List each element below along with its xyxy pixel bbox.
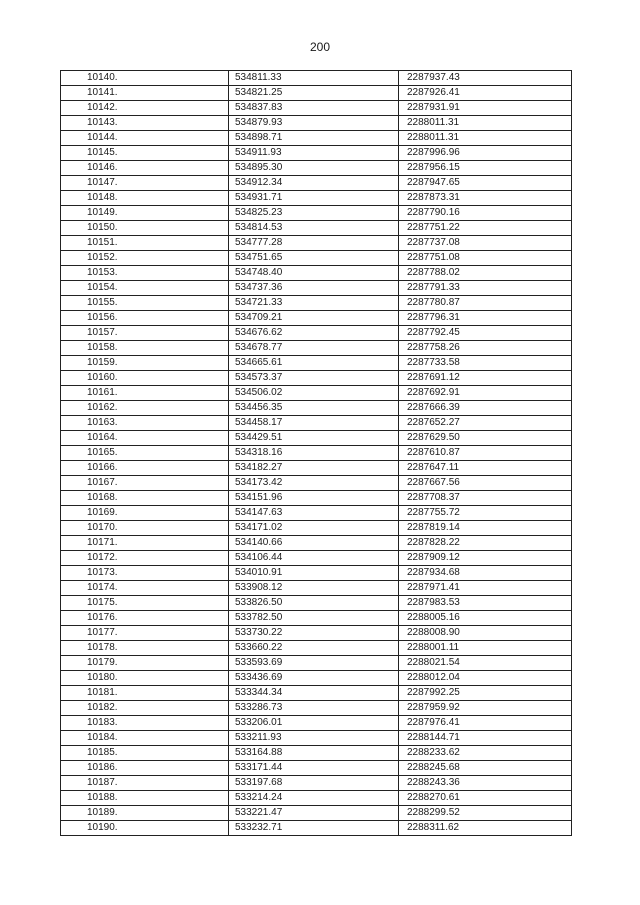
table-row <box>61 731 572 746</box>
table-row <box>61 791 572 806</box>
x-coordinate-cell: 533730.22 <box>229 626 399 641</box>
y-coordinate-cell: 2287931.91 <box>399 101 572 116</box>
point-id-cell: 10186. <box>61 761 229 776</box>
table-row <box>61 446 572 461</box>
point-id-cell: 10155. <box>61 296 229 311</box>
y-coordinate-cell: 2287959.92 <box>399 701 572 716</box>
x-coordinate-cell: 534837.83 <box>229 101 399 116</box>
point-id-cell: 10179. <box>61 656 229 671</box>
table-row <box>61 206 572 221</box>
x-coordinate-cell: 534751.65 <box>229 251 399 266</box>
point-id-cell: 10173. <box>61 566 229 581</box>
table-row <box>61 191 572 206</box>
y-coordinate-cell: 2287983.53 <box>399 596 572 611</box>
page-number: 200 <box>309 40 331 54</box>
x-coordinate-cell: 534709.21 <box>229 311 399 326</box>
y-coordinate-cell: 2287708.37 <box>399 491 572 506</box>
x-coordinate-cell: 534895.30 <box>229 161 399 176</box>
x-coordinate-cell: 533164.88 <box>229 746 399 761</box>
y-coordinate-cell: 2288001.11 <box>399 641 572 656</box>
y-coordinate-cell: 2287796.31 <box>399 311 572 326</box>
table-row <box>61 431 572 446</box>
y-coordinate-cell: 2287873.31 <box>399 191 572 206</box>
table-row <box>61 656 572 671</box>
table-row <box>61 311 572 326</box>
table-row <box>61 101 572 116</box>
point-id-cell: 10148. <box>61 191 229 206</box>
y-coordinate-cell: 2288270.61 <box>399 791 572 806</box>
point-id-cell: 10187. <box>61 776 229 791</box>
x-coordinate-cell: 533344.34 <box>229 686 399 701</box>
table-row <box>61 116 572 131</box>
y-coordinate-cell: 2287788.02 <box>399 266 572 281</box>
x-coordinate-cell: 534912.34 <box>229 176 399 191</box>
table-row <box>61 131 572 146</box>
x-coordinate-cell: 534171.02 <box>229 521 399 536</box>
y-coordinate-cell: 2288144.71 <box>399 731 572 746</box>
table-row <box>61 521 572 536</box>
point-id-cell: 10174. <box>61 581 229 596</box>
y-coordinate-cell: 2287791.33 <box>399 281 572 296</box>
point-id-cell: 10162. <box>61 401 229 416</box>
table-row <box>61 326 572 341</box>
point-id-cell: 10175. <box>61 596 229 611</box>
table-row <box>61 491 572 506</box>
point-id-cell: 10150. <box>61 221 229 236</box>
x-coordinate-cell: 534721.33 <box>229 296 399 311</box>
x-coordinate-cell: 534678.77 <box>229 341 399 356</box>
point-id-cell: 10142. <box>61 101 229 116</box>
x-coordinate-cell: 533232.71 <box>229 821 399 836</box>
x-coordinate-cell: 533221.47 <box>229 806 399 821</box>
table-row <box>61 701 572 716</box>
y-coordinate-cell: 2287909.12 <box>399 551 572 566</box>
table-row <box>61 686 572 701</box>
x-coordinate-cell: 534456.35 <box>229 401 399 416</box>
point-id-cell: 10154. <box>61 281 229 296</box>
point-id-cell: 10165. <box>61 446 229 461</box>
table-row <box>61 536 572 551</box>
point-id-cell: 10178. <box>61 641 229 656</box>
x-coordinate-cell: 534898.71 <box>229 131 399 146</box>
table-row <box>61 356 572 371</box>
x-coordinate-cell: 533206.01 <box>229 716 399 731</box>
point-id-cell: 10168. <box>61 491 229 506</box>
x-coordinate-cell: 534140.66 <box>229 536 399 551</box>
table-row <box>61 416 572 431</box>
x-coordinate-cell: 534748.40 <box>229 266 399 281</box>
x-coordinate-cell: 534777.28 <box>229 236 399 251</box>
point-id-cell: 10189. <box>61 806 229 821</box>
table-row <box>61 71 572 86</box>
table-row <box>61 776 572 791</box>
point-id-cell: 10167. <box>61 476 229 491</box>
point-id-cell: 10182. <box>61 701 229 716</box>
y-coordinate-cell: 2288311.62 <box>399 821 572 836</box>
x-coordinate-cell: 534737.36 <box>229 281 399 296</box>
point-id-cell: 10147. <box>61 176 229 191</box>
point-id-cell: 10170. <box>61 521 229 536</box>
x-coordinate-cell: 534182.27 <box>229 461 399 476</box>
point-id-cell: 10157. <box>61 326 229 341</box>
x-coordinate-cell: 533593.69 <box>229 656 399 671</box>
table-row <box>61 641 572 656</box>
table-row <box>61 611 572 626</box>
table-row <box>61 506 572 521</box>
y-coordinate-cell: 2288243.36 <box>399 776 572 791</box>
point-id-cell: 10164. <box>61 431 229 446</box>
table-row <box>61 281 572 296</box>
table-row <box>61 401 572 416</box>
point-id-cell: 10177. <box>61 626 229 641</box>
table-row <box>61 461 572 476</box>
point-id-cell: 10159. <box>61 356 229 371</box>
y-coordinate-cell: 2288011.31 <box>399 131 572 146</box>
y-coordinate-cell: 2287691.12 <box>399 371 572 386</box>
x-coordinate-cell: 534665.61 <box>229 356 399 371</box>
y-coordinate-cell: 2288005.16 <box>399 611 572 626</box>
x-coordinate-cell: 534429.51 <box>229 431 399 446</box>
point-id-cell: 10190. <box>61 821 229 836</box>
x-coordinate-cell: 534814.53 <box>229 221 399 236</box>
x-coordinate-cell: 533660.22 <box>229 641 399 656</box>
x-coordinate-cell: 533826.50 <box>229 596 399 611</box>
point-id-cell: 10181. <box>61 686 229 701</box>
table-row <box>61 476 572 491</box>
table-row <box>61 581 572 596</box>
x-coordinate-cell: 533211.93 <box>229 731 399 746</box>
point-id-cell: 10188. <box>61 791 229 806</box>
point-id-cell: 10163. <box>61 416 229 431</box>
y-coordinate-cell: 2287733.58 <box>399 356 572 371</box>
x-coordinate-cell: 533197.68 <box>229 776 399 791</box>
point-id-cell: 10140. <box>61 71 229 86</box>
x-coordinate-cell: 533214.24 <box>229 791 399 806</box>
point-id-cell: 10169. <box>61 506 229 521</box>
y-coordinate-cell: 2287780.87 <box>399 296 572 311</box>
x-coordinate-cell: 534811.33 <box>229 71 399 86</box>
x-coordinate-cell: 534318.16 <box>229 446 399 461</box>
y-coordinate-cell: 2287971.41 <box>399 581 572 596</box>
y-coordinate-cell: 2287652.27 <box>399 416 572 431</box>
y-coordinate-cell: 2287647.11 <box>399 461 572 476</box>
y-coordinate-cell: 2287956.15 <box>399 161 572 176</box>
y-coordinate-cell: 2288021.54 <box>399 656 572 671</box>
table-row <box>61 596 572 611</box>
table-row <box>61 746 572 761</box>
y-coordinate-cell: 2287758.26 <box>399 341 572 356</box>
x-coordinate-cell: 533171.44 <box>229 761 399 776</box>
x-coordinate-cell: 534147.63 <box>229 506 399 521</box>
y-coordinate-cell: 2287751.22 <box>399 221 572 236</box>
table-row <box>61 761 572 776</box>
point-id-cell: 10171. <box>61 536 229 551</box>
y-coordinate-cell: 2287828.22 <box>399 536 572 551</box>
table-row <box>61 296 572 311</box>
table-row <box>61 371 572 386</box>
y-coordinate-cell: 2287947.65 <box>399 176 572 191</box>
x-coordinate-cell: 534458.17 <box>229 416 399 431</box>
y-coordinate-cell: 2287790.16 <box>399 206 572 221</box>
point-id-cell: 10145. <box>61 146 229 161</box>
y-coordinate-cell: 2288011.31 <box>399 116 572 131</box>
point-id-cell: 10156. <box>61 311 229 326</box>
y-coordinate-cell: 2288299.52 <box>399 806 572 821</box>
table-row <box>61 251 572 266</box>
y-coordinate-cell: 2288008.90 <box>399 626 572 641</box>
y-coordinate-cell: 2287976.41 <box>399 716 572 731</box>
x-coordinate-cell: 534151.96 <box>229 491 399 506</box>
table-row <box>61 626 572 641</box>
table-row <box>61 671 572 686</box>
table-row <box>61 161 572 176</box>
point-id-cell: 10160. <box>61 371 229 386</box>
coordinates-table <box>60 70 572 836</box>
point-id-cell: 10161. <box>61 386 229 401</box>
table-row <box>61 146 572 161</box>
x-coordinate-cell: 534821.25 <box>229 86 399 101</box>
point-id-cell: 10151. <box>61 236 229 251</box>
table-row <box>61 386 572 401</box>
table-row <box>61 86 572 101</box>
y-coordinate-cell: 2288245.68 <box>399 761 572 776</box>
table-row <box>61 566 572 581</box>
x-coordinate-cell: 534676.62 <box>229 326 399 341</box>
y-coordinate-cell: 2288012.04 <box>399 671 572 686</box>
point-id-cell: 10141. <box>61 86 229 101</box>
y-coordinate-cell: 2287629.50 <box>399 431 572 446</box>
table-row <box>61 236 572 251</box>
y-coordinate-cell: 2287737.08 <box>399 236 572 251</box>
point-id-cell: 10184. <box>61 731 229 746</box>
x-coordinate-cell: 533436.69 <box>229 671 399 686</box>
x-coordinate-cell: 534931.71 <box>229 191 399 206</box>
point-id-cell: 10176. <box>61 611 229 626</box>
x-coordinate-cell: 534879.93 <box>229 116 399 131</box>
y-coordinate-cell: 2287667.56 <box>399 476 572 491</box>
y-coordinate-cell: 2287926.41 <box>399 86 572 101</box>
table-row <box>61 806 572 821</box>
point-id-cell: 10146. <box>61 161 229 176</box>
y-coordinate-cell: 2288233.62 <box>399 746 572 761</box>
y-coordinate-cell: 2287610.87 <box>399 446 572 461</box>
x-coordinate-cell: 534506.02 <box>229 386 399 401</box>
point-id-cell: 10185. <box>61 746 229 761</box>
point-id-cell: 10158. <box>61 341 229 356</box>
point-id-cell: 10144. <box>61 131 229 146</box>
table-row <box>61 821 572 836</box>
table-row <box>61 551 572 566</box>
x-coordinate-cell: 534173.42 <box>229 476 399 491</box>
table-row <box>61 716 572 731</box>
y-coordinate-cell: 2287751.08 <box>399 251 572 266</box>
y-coordinate-cell: 2287934.68 <box>399 566 572 581</box>
x-coordinate-cell: 534825.23 <box>229 206 399 221</box>
point-id-cell: 10172. <box>61 551 229 566</box>
point-id-cell: 10183. <box>61 716 229 731</box>
x-coordinate-cell: 533782.50 <box>229 611 399 626</box>
y-coordinate-cell: 2287666.39 <box>399 401 572 416</box>
table-row <box>61 266 572 281</box>
x-coordinate-cell: 533908.12 <box>229 581 399 596</box>
point-id-cell: 10166. <box>61 461 229 476</box>
x-coordinate-cell: 534911.93 <box>229 146 399 161</box>
coordinates-table-body <box>61 71 572 836</box>
table-row <box>61 341 572 356</box>
x-coordinate-cell: 533286.73 <box>229 701 399 716</box>
x-coordinate-cell: 534010.91 <box>229 566 399 581</box>
y-coordinate-cell: 2287692.91 <box>399 386 572 401</box>
point-id-cell: 10153. <box>61 266 229 281</box>
x-coordinate-cell: 534106.44 <box>229 551 399 566</box>
y-coordinate-cell: 2287755.72 <box>399 506 572 521</box>
table-row <box>61 176 572 191</box>
point-id-cell: 10149. <box>61 206 229 221</box>
point-id-cell: 10143. <box>61 116 229 131</box>
y-coordinate-cell: 2287996.96 <box>399 146 572 161</box>
y-coordinate-cell: 2287937.43 <box>399 71 572 86</box>
table-row <box>61 221 572 236</box>
point-id-cell: 10180. <box>61 671 229 686</box>
y-coordinate-cell: 2287992.25 <box>399 686 572 701</box>
y-coordinate-cell: 2287819.14 <box>399 521 572 536</box>
y-coordinate-cell: 2287792.45 <box>399 326 572 341</box>
x-coordinate-cell: 534573.37 <box>229 371 399 386</box>
point-id-cell: 10152. <box>61 251 229 266</box>
